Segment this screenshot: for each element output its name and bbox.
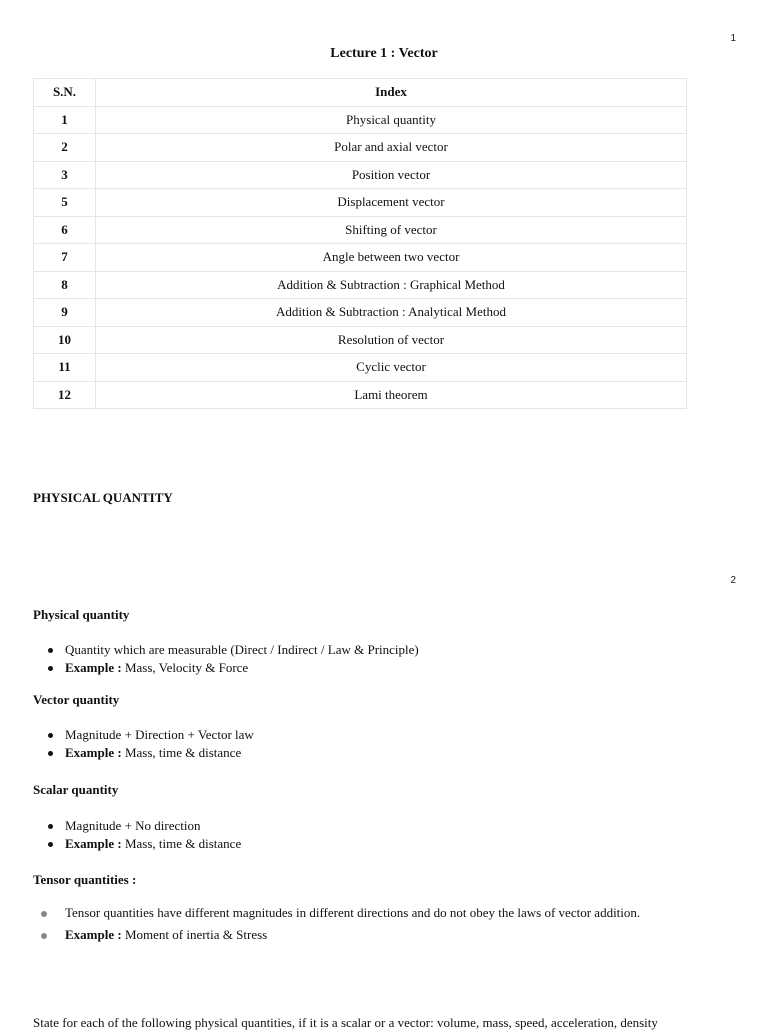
row-topic: Cyclic vector (96, 354, 687, 382)
column-header-sn: S.N. (34, 79, 96, 107)
row-sn: 7 (34, 244, 96, 272)
example-label: Example : (65, 927, 122, 942)
row-sn: 2 (34, 134, 96, 162)
table-row (34, 244, 687, 272)
row-topic: Physical quantity (96, 106, 687, 134)
bullet-icon (41, 933, 47, 939)
physical-quantity-heading: Physical quantity (33, 607, 130, 622)
list-item (0, 835, 241, 853)
row-sn: 5 (34, 189, 96, 217)
page-number: 1 (730, 33, 736, 44)
list-item (0, 659, 419, 677)
list-item (0, 924, 640, 946)
row-sn: 3 (34, 161, 96, 189)
table-row (34, 134, 687, 162)
row-topic: Position vector (96, 161, 687, 189)
row-topic: Resolution of vector (96, 326, 687, 354)
tensor-quantities-list (0, 902, 640, 946)
example-label: Example : (65, 660, 122, 675)
page-number: 2 (730, 575, 736, 586)
tensor-quantities-heading: Tensor quantities : (33, 872, 137, 887)
list-item-text: Quantity which are measurable (Direct / Indirect / Law & Principle) (65, 642, 419, 657)
row-sn: 6 (34, 216, 96, 244)
vector-quantity-list (0, 726, 254, 762)
lecture-title: Lecture 1 : Vector (330, 46, 438, 61)
table-row (34, 299, 687, 327)
list-item (0, 744, 254, 762)
scalar-quantity-list (0, 817, 241, 853)
list-item (0, 817, 241, 835)
table-row (34, 189, 687, 217)
row-sn: 1 (34, 106, 96, 134)
vector-quantity-heading: Vector quantity (33, 692, 120, 707)
table-row (34, 216, 687, 244)
list-item (0, 641, 419, 659)
bullet-icon (41, 911, 47, 917)
example-label: Example : (65, 745, 122, 760)
bullet-icon (48, 733, 53, 738)
row-topic: Addition & Subtraction : Analytical Method (96, 299, 687, 327)
question-text: State for each of the following physical quantities, if it is a scalar or a vector: volume, mass, speed, acceleration, density (33, 1015, 658, 1030)
table-row (34, 326, 687, 354)
table-row (34, 271, 687, 299)
example-text: Mass, time & distance (124, 836, 242, 851)
example-label: Example : (65, 836, 122, 851)
row-sn: 8 (34, 271, 96, 299)
row-topic: Polar and axial vector (96, 134, 687, 162)
example-text: Moment of inertia & Stress (124, 927, 268, 942)
bullet-icon (48, 648, 53, 653)
row-topic: Addition & Subtraction : Graphical Method (96, 271, 687, 299)
row-sn: 9 (34, 299, 96, 327)
bullet-icon (48, 751, 53, 756)
scalar-quantity-heading: Scalar quantity (33, 782, 119, 797)
row-sn: 12 (34, 381, 96, 409)
example-text: Mass, time & distance (124, 745, 242, 760)
list-item-text: Magnitude + No direction (65, 818, 201, 833)
physical-quantity-list (0, 641, 419, 677)
row-topic: Displacement vector (96, 189, 687, 217)
table-row (34, 381, 687, 409)
list-item-text: Tensor quantities have different magnitudes in different directions and do not obey the laws of vector addition. (65, 905, 641, 920)
section-heading: PHYSICAL QUANTITY (33, 490, 173, 505)
list-item (0, 726, 254, 744)
row-sn: 11 (34, 354, 96, 382)
list-item-text: Magnitude + Direction + Vector law (65, 727, 254, 742)
table-header-row (34, 79, 687, 107)
example-text: Mass, Velocity & Force (124, 660, 249, 675)
bullet-icon (48, 842, 53, 847)
table-row (34, 161, 687, 189)
list-item (0, 902, 640, 924)
column-header-index: Index (96, 79, 687, 107)
row-sn: 10 (34, 326, 96, 354)
index-table (33, 78, 687, 409)
table-row (34, 354, 687, 382)
bullet-icon (48, 666, 53, 671)
bullet-icon (48, 824, 53, 829)
table-row (34, 106, 687, 134)
row-topic: Angle between two vector (96, 244, 687, 272)
row-topic: Lami theorem (96, 381, 687, 409)
row-topic: Shifting of vector (96, 216, 687, 244)
